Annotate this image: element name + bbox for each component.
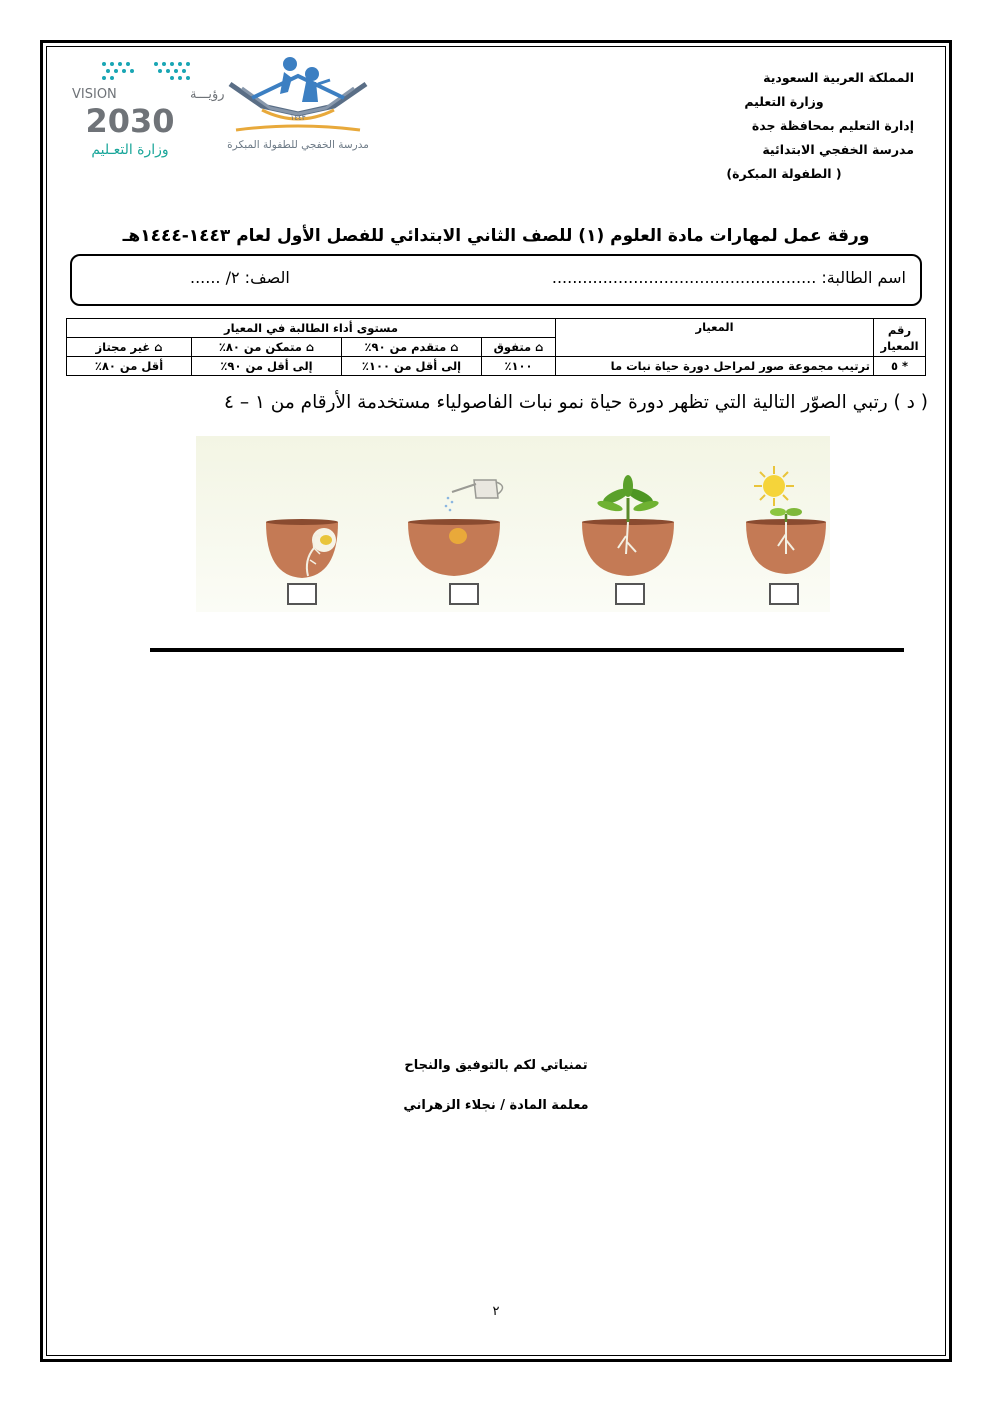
order-box-4[interactable]	[770, 584, 798, 604]
school-logo-year: ١٤٤٣	[290, 114, 306, 122]
page-number: ٢	[492, 1304, 500, 1319]
criteria-table	[66, 318, 926, 376]
school-logo	[222, 54, 374, 158]
header-line-kingdom: المملكة العربية السعودية	[763, 70, 914, 85]
level-advanced[interactable]: ⌂ متقدم من ٩٠٪	[342, 338, 482, 357]
vision-word: VISION	[72, 87, 117, 102]
criterion-text: ترتيب مجموعة صور لمراحل دورة حياة نبات ما	[556, 357, 874, 376]
criterion-number: * ٥	[874, 357, 926, 376]
school-logo-caption: مدرسة الخفجي للطفولة المبكرة	[227, 139, 369, 151]
student-info-box	[70, 254, 922, 306]
student-name-field[interactable]: اسم الطالبة: ....................................................	[551, 268, 906, 287]
ministry-name: وزارة التعـليم	[91, 142, 169, 158]
teacher-signature: معلمة المادة / نجلاء الزهراني	[403, 1098, 589, 1113]
vision-year: 2030	[85, 102, 175, 140]
level-proficient[interactable]: ⌂ متمكن من ٨٠٪	[192, 338, 342, 357]
header-line-administration: إدارة التعليم بمحافظة جدة	[751, 118, 914, 133]
header-institution	[654, 66, 914, 186]
level-excellent[interactable]: ⌂ متفوق	[482, 338, 556, 357]
order-box-3[interactable]	[616, 584, 644, 604]
vision-arabic: رؤيـــة	[190, 87, 225, 102]
level-advanced-range: إلى أقل من ١٠٠٪	[342, 357, 482, 376]
level-excellent-range: ١٠٠٪	[482, 357, 556, 376]
level-not-passed[interactable]: ⌂ غير مجتاز	[67, 338, 192, 357]
worksheet-title: ورقة عمل لمهارات مادة العلوم (١) للصف الثاني الابتدائي للفصل الأول لعام ١٤٤٣-١٤٤٤هـ	[122, 226, 870, 246]
question-text: ( د ) رتبي الصوّر التالية التي تظهر دورة حياة نمو نبات الفاصولياء مستخدمة الأرقام من ١ – ٤	[224, 392, 928, 413]
level-proficient-range: إلى أقل من ٩٠٪	[192, 357, 342, 376]
order-box-2[interactable]	[450, 584, 478, 604]
level-not-passed-range: أقل من ٨٠٪	[67, 357, 192, 376]
criterion-number-header: رقم المعيار	[874, 319, 926, 357]
header-line-stage: ( الطفولة المبكرة)	[726, 166, 842, 181]
order-box-1[interactable]	[288, 584, 316, 604]
header-line-school: مدرسة الخفجي الابتدائية	[762, 142, 914, 157]
grade-field[interactable]: الصف: ٢/ ......	[190, 268, 290, 287]
bean-life-cycle-illustration	[196, 436, 830, 612]
closing-wishes: تمنياتي لكم بالتوفيق والنجاح	[404, 1058, 588, 1073]
vision-2030-logo	[66, 56, 225, 160]
header-line-ministry: وزارة التعليم	[744, 94, 824, 109]
section-divider	[150, 648, 904, 652]
criterion-header: المعيار	[556, 319, 874, 357]
performance-level-header: مستوى أداء الطالبة في المعيار	[67, 319, 556, 338]
